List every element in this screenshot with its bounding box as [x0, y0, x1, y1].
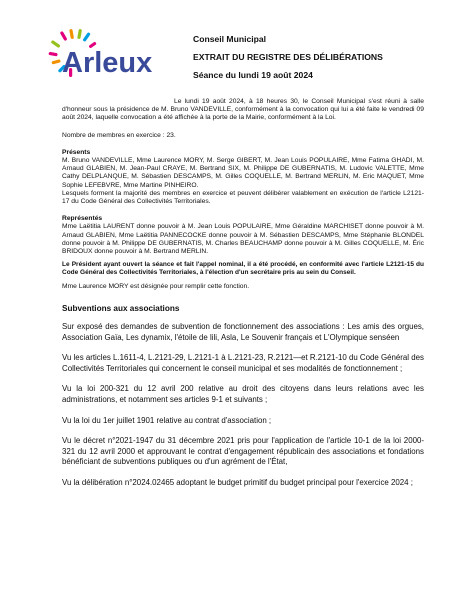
arleux-logo [48, 28, 166, 94]
secretary-designation: Mme Laurence MORY est désignée pour remplir cette fonction. [62, 282, 250, 290]
body-paragraph-3: Vu la loi 200-321 du 12 avril 200 relative au droit des citoyens dans leurs relations avec les administrations, et notamment ses articles 9-1 et suivants ; [62, 384, 424, 405]
body-paragraph-6: Vu la délibération n°2024.02465 adoptant le budget primitif du budget principal pour l'exercice 2024 ; [62, 478, 413, 487]
body-paragraph-2: Vu les articles L.1611-4, L.2121-29, L.2121-1 à L.2121-23, R.2121—et R.2121-10 du Code Général des Collectivités Territoriales qui concernent le conseil municipal et ses modalités de fonctionnement ; [62, 353, 424, 373]
document-body [62, 98, 424, 489]
subject-title: Subventions aux associations [62, 303, 180, 313]
presents-list: M. Bruno VANDEVILLE, Mme Laurence MORY, M. Serge GIBERT, M. Jean Louis POPULAIRE, Mme Fatima GHADI, M. Arnaud GLABIEN, M. Jean-Paul CRAYE, M. Bertrand SIX, M. Philippe DE GUBERNATIS, M. Ludovic VALETTE, Mme Cathy DELPLANQUE, M. Sébastien DESCAMPS, M. Gilles COQUELLE, M. Bertrand MERLIN, M. Eric MAQUET, Mme Sophie LEFEBVRE, Mme Martine PINHEIRO. [62, 157, 424, 189]
members-count: Nombre de membres en exercice : 23. [62, 131, 176, 139]
body-paragraph-4: Vu la loi du 1er juillet 1901 relative au contrat d'association ; [62, 415, 272, 425]
secretary-election-notice: Le Président ayant ouvert la séance et fait l'appel nominal, il a été procédé, en conformité avec l'article L2121-15 du Code Général des Collectivités Territoriales, à l'élection d'un secrétaire pris au sein du Conseil. [62, 261, 424, 277]
header-register-title: EXTRAIT DU REGISTRE DES DÉLIBÉRATIONS [193, 52, 383, 62]
body-paragraph-5: Vu le décret n°2021-1947 du 31 décembre 2021 pris pour l'application de l'article 10-1 de la loi 2000-321 du 12 avril 2000 et approuvant le contrat d'engagement républicain des associations et fondations bénéficiant de subventions publiques ou d'un agrément de l'État, [62, 436, 424, 467]
presents-title: Présents [62, 148, 91, 156]
header-session-date: Séance du lundi 19 août 2024 [193, 70, 313, 80]
body-paragraph-1: Sur exposé des demandes de subvention de fonctionnement des associations : Les amis des orgues, Association Gaïa, Les dynamix, l'étoile de lili, Asla, Le Souvenir français et L'Olympique senséen [62, 322, 424, 342]
header-council: Conseil Municipal [193, 34, 267, 44]
quorum-statement: Lesquels forment la majorité des membres en exercice et peuvent délibérer valablement en exécution de l'article L2121-17 du Code Général des Collectivités Territoriales. [62, 189, 424, 206]
represented-list: Mme Laëtitia LAURENT donne pouvoir à M. Jean Louis POPULAIRE, Mme Géraldine MARCHISET donne pouvoir à M. Arnaud GLABIEN, Mme Laëtitia PANNECOCKE donne pouvoir à M. Sébastien DESCAMPS, Mme Stéphanie BLONDEL donne pouvoir à M. Philippe DE GUBERNATIS, M. Charles BEAUCHAMP donne pouvoir à M. Gilles COQUELLE, M. Éric BRIDOUX donne pouvoir à M. Bertrand MERLIN. [62, 223, 424, 256]
intro-paragraph: Le lundi 19 août 2024, à 18 heures 30, le Conseil Municipal s'est réuni à salle d'honneur sous la présidence de M. Bruno VANDEVILLE, conformément à la convocation qui lui a été faite le vendredi 09 août 2024, laquelle convocation a été affichée à la porte de la Mairie, conformément à la Loi. [62, 98, 424, 122]
represented-title: Représentés [62, 215, 103, 223]
svg-text:Arleux: Arleux [62, 47, 153, 79]
document-header [193, 34, 423, 88]
